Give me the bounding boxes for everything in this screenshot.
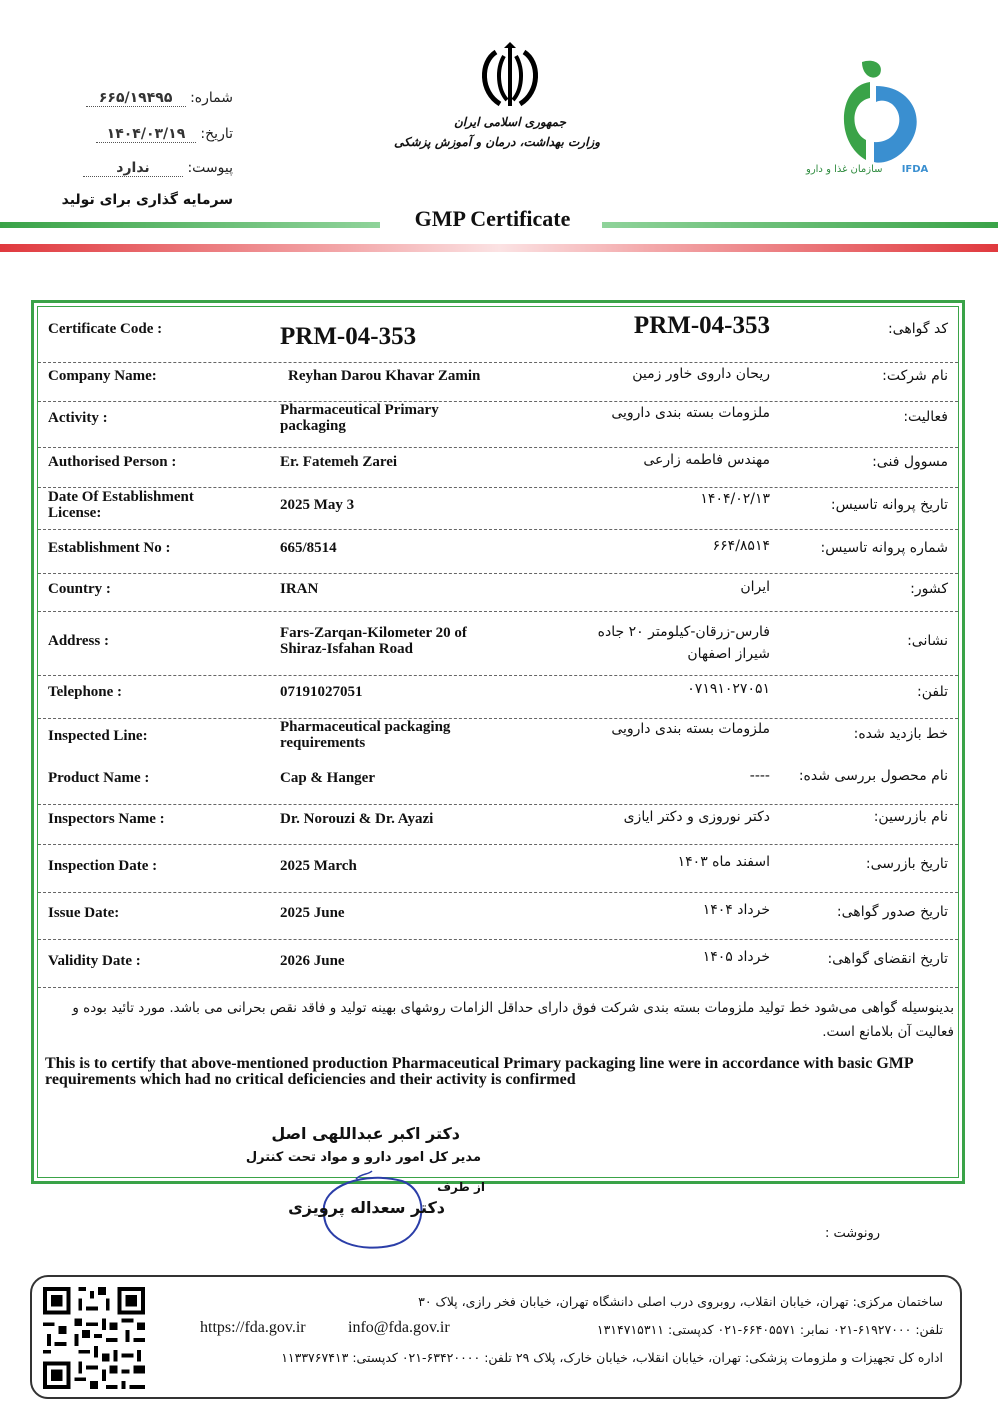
row-inspection-date: Inspection Date : 2025 March اسفند ماه ۱۴۰۳ تاریخ بازرسی: <box>38 844 958 893</box>
footer-medical-equipment-office: اداره کل تجهیزات و ملزومات پزشکی: تهران، خیابان انقلاب، خیابان خارک، پلاک ۲۹ تلفن: ۶۳۴۲۰۰۰۰-۰۲۱ کدپستی: ۱۱۳۳۷۶۷۴۱۳ <box>281 1350 943 1365</box>
certificate-title: GMP Certificate <box>414 206 571 231</box>
certificate-code-en: PRM-04-353 <box>280 323 417 350</box>
row-company-name: Company Name: Reyhan Darou Khavar Zamin ریحان داروی خاور زمین نام شرکت: <box>38 362 958 402</box>
ministry-header <box>394 112 600 152</box>
footer-address: ساختمان مرکزی: تهران، خیابان انقلاب، روبروی درب اصلی دانشگاه تهران، خیابان فخر رازی، پلاک ۳۰ <box>418 1294 943 1309</box>
ministry-line2: وزارت بهداشت، درمان و آموزش پزشکی <box>394 135 600 149</box>
signatory-title: مدیر کل امور دارو و مواد تحت کنترل <box>245 1150 481 1165</box>
signatory-name: دکتر اکبر عبداللهی اصل <box>271 1124 460 1143</box>
letter-date-value: ۱۴۰۴/۰۳/۱۹ <box>96 126 196 143</box>
ifda-caption <box>806 164 936 175</box>
on-behalf-label: از طرف <box>437 1180 485 1194</box>
statement-en: This is to certify that above-mentioned production Pharmaceutical Primary packaging line were in accordance with basic GMP requirements which had no critical deficiencies and their activity is confirmed <box>45 1055 913 1088</box>
footer-phone: تلفن: ۶۱۹۲۷۰۰۰-۰۲۱ نمابر: ۶۶۴۰۵۵۷۱-۰۲۱ کدپستی: ۱۳۱۴۷۱۵۳۱۱ <box>596 1322 943 1337</box>
row-validity-date: Validity Date : 2026 June خرداد ۱۴۰۵ تاریخ انقضای گواهی: <box>38 939 958 988</box>
letter-number: شماره: ۶۶۵/۱۹۴۹۵ <box>63 90 233 107</box>
ifda-name-fa: سازمان غذا و دارو <box>806 164 883 175</box>
row-inspected-line: Inspected Line: Pharmaceutical packaging requirements ملزومات بسته بندی دارویی خط بازدید شده: <box>48 719 948 751</box>
ministry-line1: جمهوری اسلامی ایران <box>453 115 567 129</box>
slogan: سرمایه گذاری برای تولید <box>61 192 233 208</box>
green-stripe-left <box>0 222 380 228</box>
row-establishment-date: Date Of Establishment License: 2025 May 3 ۱۴۰۴/۰۲/۱۳ تاریخ پروانه تاسیس: <box>38 487 958 530</box>
row-authorised-person: Authorised Person : Er. Fatemeh Zarei مهندس فاطمه زارعی مسوول فنی: <box>38 447 958 488</box>
copy-label: رونوشت : <box>824 1226 880 1241</box>
footer-email-link[interactable]: info@fda.gov.ir <box>348 1319 450 1336</box>
certificate-code-fa: PRM-04-353 <box>633 312 770 339</box>
row-issue-date: Issue Date: 2025 June خرداد ۱۴۰۴ تاریخ صدور گواهی: <box>38 892 958 940</box>
letter-date: تاریخ: ۱۴۰۴/۰۳/۱۹ <box>63 126 233 143</box>
footer-website-link[interactable]: https://fda.gov.ir <box>200 1319 306 1336</box>
row-address: Address : Fars-Zarqan-Kilometer 20 of Shiraz-Isfahan Road فارس-زرقان-کیلومتر ۲۰ جاده شیراز اصفهان نشانی: <box>38 611 958 676</box>
ifda-name-en: IFDA <box>901 164 929 175</box>
qr-code-icon <box>38 1283 150 1393</box>
row-activity: Activity : Pharmaceutical Primary packaging ملزومات بسته بندی دارویی فعالیت: <box>38 401 958 448</box>
statement-fa: بدینوسیله گواهی می‌شود خط تولید ملزومات بسته بندی شرکت فوق دارای حداقل الزامات روشهای بهینه تولید و فاقد نقص بحرانی می باشد. مورد تائید بوده و فعالیت آن بلامانع است. <box>72 1000 954 1040</box>
row-country: Country : IRAN ایران کشور: <box>38 573 958 612</box>
red-stripe <box>0 244 998 252</box>
green-stripe-right <box>602 222 998 228</box>
letter-attachment: پیوست: ندارد <box>63 160 233 177</box>
row-telephone: Telephone : 07191027051 ۰۷۱۹۱۰۲۷۰۵۱ تلفن: <box>38 675 958 719</box>
row-inspectors-name: Inspectors Name : Dr. Norouzi & Dr. Ayazi دکتر نوروزی و دکتر ایازی نام بازرسین: <box>38 804 958 845</box>
iran-emblem-icon <box>474 42 546 114</box>
row-product-name: Product Name : Cap & Hanger ---- نام محصول بررسی شده: <box>38 758 958 805</box>
letter-number-value: ۶۶۵/۱۹۴۹۵ <box>86 90 186 107</box>
second-signatory: دکتر سعداله پرویزی <box>288 1198 445 1217</box>
row-certificate-code: Certificate Code : PRM-04-353 PRM-04-353 کد گواهی: <box>38 307 958 363</box>
letter-attachment-value: ندارد <box>83 160 183 177</box>
row-establishment-no: Establishment No : 665/8514 ۶۶۴/۸۵۱۴ شماره پروانه تاسیس: <box>38 529 958 574</box>
